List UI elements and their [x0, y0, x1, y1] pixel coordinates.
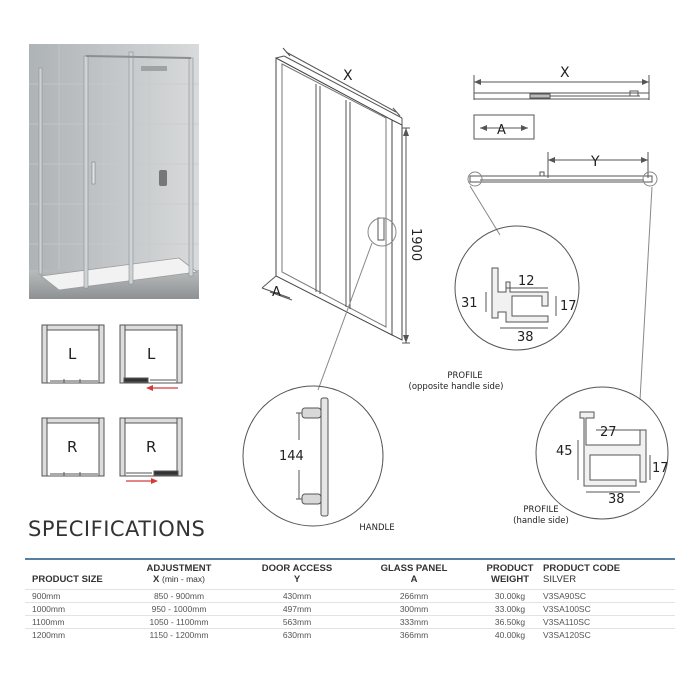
header-product-weight: [479, 559, 541, 590]
header-adjustment-label: ADJUSTMENT: [146, 563, 212, 574]
specifications-title: SPECIFICATIONS: [28, 517, 206, 541]
cell-glass-panel: 266mm: [349, 590, 479, 603]
profile-handle-17: 17: [652, 461, 669, 476]
config-letter-1: L: [68, 345, 77, 363]
header-adjustment-x: X: [153, 574, 160, 585]
header-adjustment-sub: (min - max): [162, 574, 205, 584]
handle-144: 144: [279, 449, 304, 464]
cell-adjustment: 850 - 900mm: [113, 590, 245, 603]
header-product-code-sub: SILVER: [543, 574, 577, 585]
dim-x-top: X: [560, 65, 570, 81]
header-glass-panel-sub: A: [410, 574, 418, 585]
profile-handle-45: 45: [556, 444, 573, 459]
profile-handle-drawing: [578, 412, 650, 492]
enclosure-drawing: [262, 56, 402, 340]
cell-weight: 40.00kg: [479, 629, 541, 642]
specifications-table: [25, 558, 675, 641]
profile-handle-label-2: (handle side): [513, 516, 569, 526]
cell-weight: 36.50kg: [479, 616, 541, 629]
table-row: [25, 590, 675, 603]
slide-direction-arrow-right: [126, 478, 158, 484]
cell-weight: 30.00kg: [479, 590, 541, 603]
header-glass-panel-label: GLASS PANEL: [380, 563, 448, 574]
profile-opposite-31: 31: [461, 296, 478, 311]
profile-handle-38: 38: [608, 492, 625, 507]
profile-opposite-38: 38: [517, 330, 534, 345]
dim-height: 1900: [408, 228, 423, 262]
header-adjustment: [113, 559, 245, 590]
cell-weight: 33.00kg: [479, 603, 541, 616]
header-product-code: [541, 559, 675, 590]
slide-direction-arrow-left: [146, 385, 178, 391]
cell-code: V3SA120SC: [541, 629, 675, 642]
profile-opposite-label-1: PROFILE: [447, 371, 483, 381]
dim-a-top: A: [497, 123, 506, 138]
cell-door-access: 430mm: [245, 590, 349, 603]
cell-code: V3SA90SC: [541, 590, 675, 603]
profile-opposite-17: 17: [560, 299, 577, 314]
handle-label: HANDLE: [359, 523, 395, 533]
profile-opposite-label-2: (opposite handle side): [408, 382, 504, 392]
cell-door-access: 497mm: [245, 603, 349, 616]
header-product-weight-1: PRODUCT: [486, 563, 534, 574]
table-row: [25, 603, 675, 616]
cell-glass-panel: 366mm: [349, 629, 479, 642]
cell-code: V3SA100SC: [541, 603, 675, 616]
config-letter-2: L: [147, 345, 156, 363]
cell-size: 1200mm: [25, 629, 113, 642]
cell-door-access: 630mm: [245, 629, 349, 642]
config-letter-4: R: [146, 438, 157, 456]
header-door-access: [245, 559, 349, 590]
header-door-access-sub: Y: [293, 574, 301, 585]
cell-door-access: 563mm: [245, 616, 349, 629]
cell-glass-panel: 300mm: [349, 603, 479, 616]
header-product-size: PRODUCT SIZE: [32, 574, 103, 585]
config-letter-3: R: [67, 438, 78, 456]
plan-y: [468, 152, 657, 186]
dim-y-top: Y: [591, 154, 600, 170]
table-header-row: [25, 559, 675, 590]
profile-handle-27: 27: [600, 425, 617, 440]
profile-handle-label-1: PROFILE: [523, 505, 559, 515]
cell-glass-panel: 333mm: [349, 616, 479, 629]
cell-adjustment: 950 - 1000mm: [113, 603, 245, 616]
table-row: [25, 629, 675, 642]
dim-x-main: X: [343, 68, 353, 84]
dim-a-main: A: [272, 285, 281, 300]
profile-opposite-12: 12: [518, 274, 535, 289]
header-product-code-label: PRODUCT CODE: [543, 563, 621, 574]
cell-adjustment: 1150 - 1200mm: [113, 629, 245, 642]
cell-adjustment: 1050 - 1100mm: [113, 616, 245, 629]
header-door-access-label: DOOR ACCESS: [261, 563, 333, 574]
cell-size: 900mm: [25, 590, 113, 603]
cell-code: V3SA110SC: [541, 616, 675, 629]
cell-size: 1000mm: [25, 603, 113, 616]
header-product-weight-2: WEIGHT: [491, 574, 529, 585]
header-glass-panel: [349, 559, 479, 590]
table-row: [25, 616, 675, 629]
cell-size: 1100mm: [25, 616, 113, 629]
